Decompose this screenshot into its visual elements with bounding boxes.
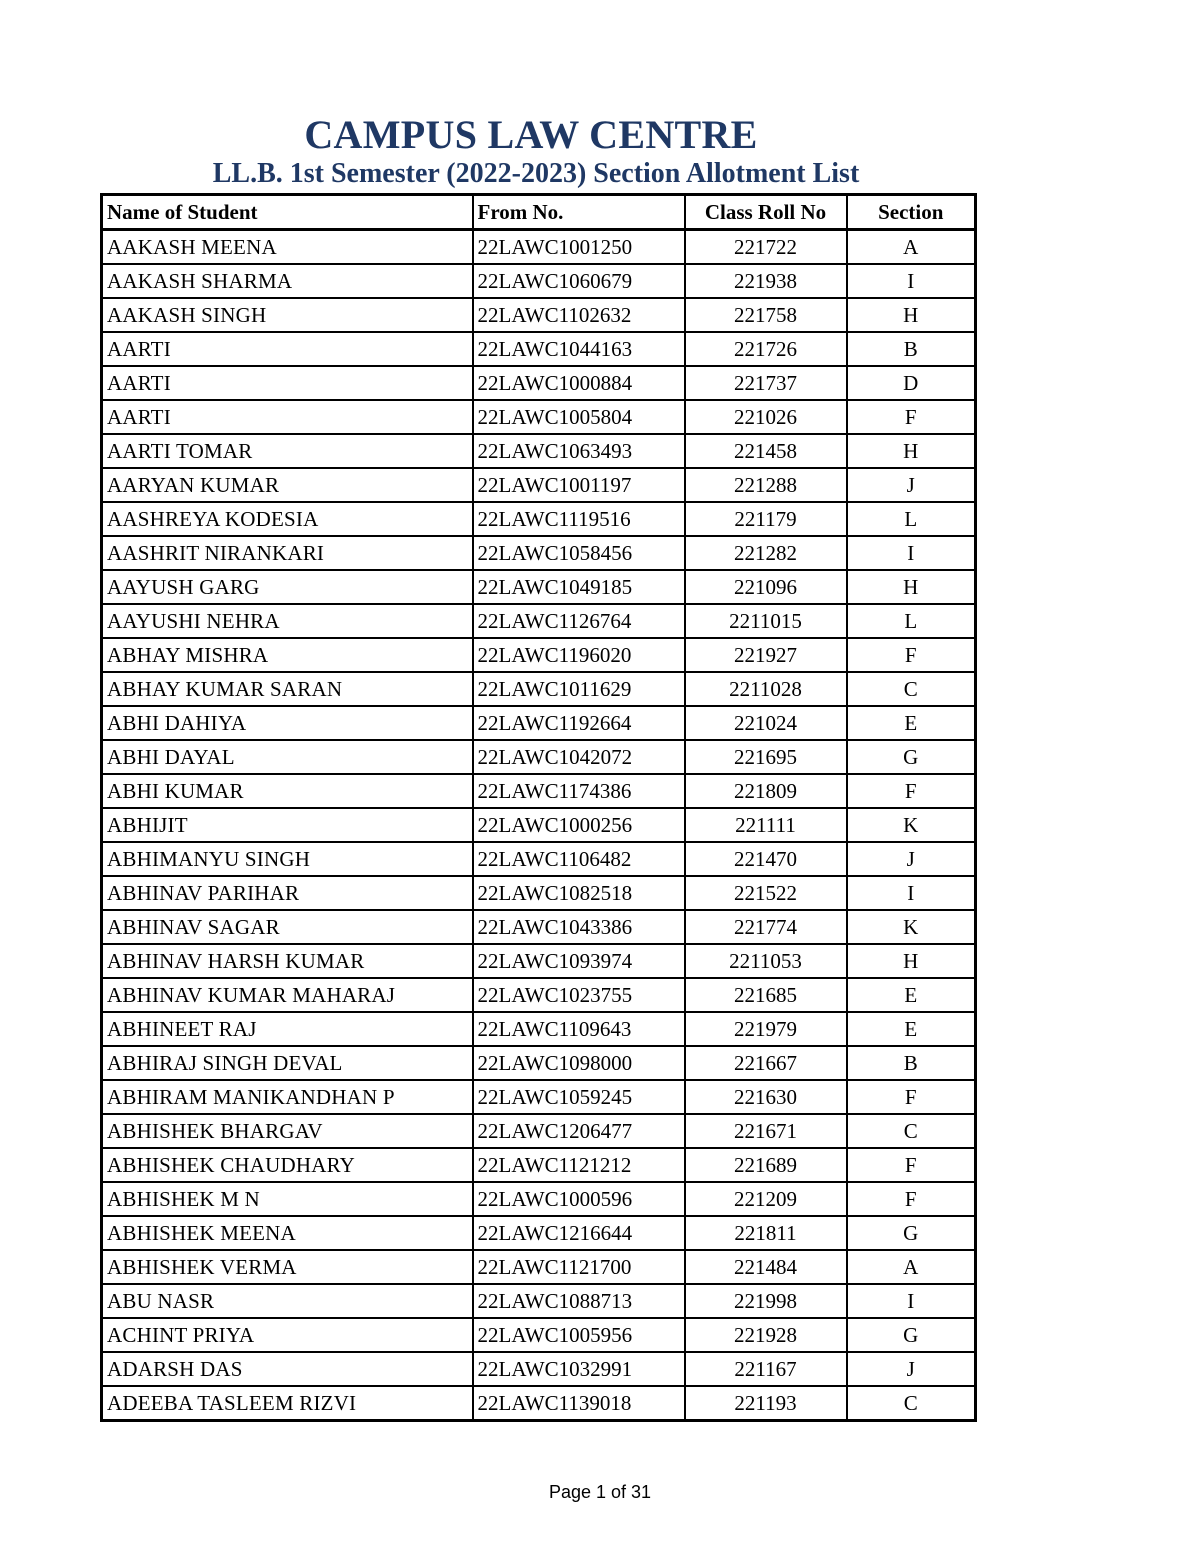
table-header-row bbox=[102, 195, 976, 230]
cell-section: F bbox=[847, 1182, 976, 1216]
column-header-name: Name of Student bbox=[102, 195, 473, 230]
table-row bbox=[102, 230, 976, 265]
cell-form-no: 22LAWC1000596 bbox=[473, 1182, 685, 1216]
cell-student-name: ADEEBA TASLEEM RIZVI bbox=[102, 1386, 473, 1421]
table-row bbox=[102, 876, 976, 910]
cell-class-roll-no: 2211015 bbox=[685, 604, 847, 638]
table-row bbox=[102, 1250, 976, 1284]
cell-form-no: 22LAWC1000884 bbox=[473, 366, 685, 400]
cell-form-no: 22LAWC1119516 bbox=[473, 502, 685, 536]
cell-class-roll-no: 221282 bbox=[685, 536, 847, 570]
table-row bbox=[102, 1046, 976, 1080]
cell-class-roll-no: 221096 bbox=[685, 570, 847, 604]
cell-form-no: 22LAWC1102632 bbox=[473, 298, 685, 332]
cell-form-no: 22LAWC1192664 bbox=[473, 706, 685, 740]
table-row bbox=[102, 910, 976, 944]
cell-form-no: 22LAWC1063493 bbox=[473, 434, 685, 468]
cell-section: C bbox=[847, 1386, 976, 1421]
cell-form-no: 22LAWC1042072 bbox=[473, 740, 685, 774]
table-row bbox=[102, 366, 976, 400]
cell-form-no: 22LAWC1060679 bbox=[473, 264, 685, 298]
cell-form-no: 22LAWC1005956 bbox=[473, 1318, 685, 1352]
cell-form-no: 22LAWC1000256 bbox=[473, 808, 685, 842]
cell-student-name: ABHIJIT bbox=[102, 808, 473, 842]
cell-class-roll-no: 221809 bbox=[685, 774, 847, 808]
cell-class-roll-no: 221938 bbox=[685, 264, 847, 298]
cell-class-roll-no: 221726 bbox=[685, 332, 847, 366]
page-title: CAMPUS LAW CENTRE bbox=[304, 112, 758, 157]
cell-class-roll-no: 221470 bbox=[685, 842, 847, 876]
cell-class-roll-no: 221167 bbox=[685, 1352, 847, 1386]
cell-student-name: ABHINAV HARSH KUMAR bbox=[102, 944, 473, 978]
table-row bbox=[102, 264, 976, 298]
table-row bbox=[102, 944, 976, 978]
cell-student-name: ABHIMANYU SINGH bbox=[102, 842, 473, 876]
cell-section: J bbox=[847, 842, 976, 876]
table-row bbox=[102, 1080, 976, 1114]
cell-class-roll-no: 221774 bbox=[685, 910, 847, 944]
cell-class-roll-no: 2211028 bbox=[685, 672, 847, 706]
cell-student-name: AARTI TOMAR bbox=[102, 434, 473, 468]
cell-section: I bbox=[847, 1284, 976, 1318]
cell-section: A bbox=[847, 1250, 976, 1284]
cell-section: D bbox=[847, 366, 976, 400]
cell-section: F bbox=[847, 1080, 976, 1114]
cell-student-name: AAKASH SHARMA bbox=[102, 264, 473, 298]
cell-student-name: ADARSH DAS bbox=[102, 1352, 473, 1386]
cell-student-name: ABHAY MISHRA bbox=[102, 638, 473, 672]
cell-class-roll-no: 221671 bbox=[685, 1114, 847, 1148]
cell-section: F bbox=[847, 774, 976, 808]
table-row bbox=[102, 536, 976, 570]
cell-section: H bbox=[847, 434, 976, 468]
column-header-section: Section bbox=[847, 195, 976, 230]
cell-student-name: ACHINT PRIYA bbox=[102, 1318, 473, 1352]
cell-section: I bbox=[847, 536, 976, 570]
cell-student-name: AARYAN KUMAR bbox=[102, 468, 473, 502]
cell-class-roll-no: 221024 bbox=[685, 706, 847, 740]
table-row bbox=[102, 1352, 976, 1386]
cell-section: K bbox=[847, 808, 976, 842]
table-row bbox=[102, 978, 976, 1012]
cell-section: I bbox=[847, 264, 976, 298]
cell-student-name: AARTI bbox=[102, 332, 473, 366]
cell-class-roll-no: 221026 bbox=[685, 400, 847, 434]
table-row bbox=[102, 1216, 976, 1250]
cell-section: C bbox=[847, 672, 976, 706]
cell-class-roll-no: 221458 bbox=[685, 434, 847, 468]
cell-class-roll-no: 221288 bbox=[685, 468, 847, 502]
cell-section: J bbox=[847, 468, 976, 502]
cell-student-name: ABHAY KUMAR SARAN bbox=[102, 672, 473, 706]
cell-section: H bbox=[847, 944, 976, 978]
allotment-table bbox=[100, 193, 977, 1422]
table-row bbox=[102, 774, 976, 808]
cell-section: G bbox=[847, 1216, 976, 1250]
cell-form-no: 22LAWC1005804 bbox=[473, 400, 685, 434]
cell-section: G bbox=[847, 1318, 976, 1352]
table-row bbox=[102, 604, 976, 638]
table-row bbox=[102, 842, 976, 876]
cell-student-name: AARTI bbox=[102, 366, 473, 400]
cell-class-roll-no: 221998 bbox=[685, 1284, 847, 1318]
cell-form-no: 22LAWC1011629 bbox=[473, 672, 685, 706]
cell-form-no: 22LAWC1049185 bbox=[473, 570, 685, 604]
cell-class-roll-no: 221722 bbox=[685, 230, 847, 265]
cell-form-no: 22LAWC1139018 bbox=[473, 1386, 685, 1421]
table-row bbox=[102, 638, 976, 672]
column-header-class-roll-no: Class Roll No bbox=[685, 195, 847, 230]
cell-class-roll-no: 221689 bbox=[685, 1148, 847, 1182]
table-row bbox=[102, 400, 976, 434]
table-row bbox=[102, 570, 976, 604]
cell-class-roll-no: 221193 bbox=[685, 1386, 847, 1421]
column-header-form-no: From No. bbox=[473, 195, 685, 230]
cell-student-name: ABHIRAJ SINGH DEVAL bbox=[102, 1046, 473, 1080]
cell-class-roll-no: 221979 bbox=[685, 1012, 847, 1046]
cell-student-name: AAYUSHI NEHRA bbox=[102, 604, 473, 638]
table-row bbox=[102, 332, 976, 366]
table-row bbox=[102, 502, 976, 536]
cell-student-name: AARTI bbox=[102, 400, 473, 434]
table-row bbox=[102, 1386, 976, 1421]
table-row bbox=[102, 1284, 976, 1318]
cell-class-roll-no: 221685 bbox=[685, 978, 847, 1012]
cell-student-name: ABHISHEK VERMA bbox=[102, 1250, 473, 1284]
cell-student-name: ABHINAV PARIHAR bbox=[102, 876, 473, 910]
cell-form-no: 22LAWC1174386 bbox=[473, 774, 685, 808]
cell-form-no: 22LAWC1023755 bbox=[473, 978, 685, 1012]
cell-section: I bbox=[847, 876, 976, 910]
cell-section: J bbox=[847, 1352, 976, 1386]
cell-form-no: 22LAWC1126764 bbox=[473, 604, 685, 638]
cell-section: F bbox=[847, 1148, 976, 1182]
cell-student-name: ABHINEET RAJ bbox=[102, 1012, 473, 1046]
table-row bbox=[102, 1148, 976, 1182]
table-row bbox=[102, 706, 976, 740]
cell-section: F bbox=[847, 400, 976, 434]
cell-student-name: AAKASH SINGH bbox=[102, 298, 473, 332]
cell-class-roll-no: 221667 bbox=[685, 1046, 847, 1080]
cell-section: G bbox=[847, 740, 976, 774]
cell-class-roll-no: 221737 bbox=[685, 366, 847, 400]
cell-class-roll-no: 221927 bbox=[685, 638, 847, 672]
table-row bbox=[102, 808, 976, 842]
cell-student-name: ABU NASR bbox=[102, 1284, 473, 1318]
cell-class-roll-no: 221179 bbox=[685, 502, 847, 536]
cell-class-roll-no: 221695 bbox=[685, 740, 847, 774]
table-row bbox=[102, 298, 976, 332]
cell-form-no: 22LAWC1109643 bbox=[473, 1012, 685, 1046]
cell-student-name: ABHI KUMAR bbox=[102, 774, 473, 808]
cell-form-no: 22LAWC1043386 bbox=[473, 910, 685, 944]
cell-form-no: 22LAWC1121700 bbox=[473, 1250, 685, 1284]
cell-student-name: AAKASH MEENA bbox=[102, 230, 473, 265]
cell-form-no: 22LAWC1093974 bbox=[473, 944, 685, 978]
cell-section: C bbox=[847, 1114, 976, 1148]
cell-section: L bbox=[847, 502, 976, 536]
cell-student-name: ABHI DAHIYA bbox=[102, 706, 473, 740]
table-row bbox=[102, 434, 976, 468]
cell-form-no: 22LAWC1082518 bbox=[473, 876, 685, 910]
cell-class-roll-no: 221811 bbox=[685, 1216, 847, 1250]
table-row bbox=[102, 468, 976, 502]
table-body bbox=[102, 230, 976, 1421]
cell-class-roll-no: 221484 bbox=[685, 1250, 847, 1284]
table-row bbox=[102, 1012, 976, 1046]
cell-student-name: AASHREYA KODESIA bbox=[102, 502, 473, 536]
cell-section: H bbox=[847, 570, 976, 604]
cell-class-roll-no: 221758 bbox=[685, 298, 847, 332]
cell-student-name: ABHINAV KUMAR MAHARAJ bbox=[102, 978, 473, 1012]
cell-class-roll-no: 2211053 bbox=[685, 944, 847, 978]
cell-form-no: 22LAWC1121212 bbox=[473, 1148, 685, 1182]
cell-form-no: 22LAWC1106482 bbox=[473, 842, 685, 876]
cell-section: E bbox=[847, 1012, 976, 1046]
cell-section: E bbox=[847, 706, 976, 740]
table-row bbox=[102, 1182, 976, 1216]
page-number: Page 1 of 31 bbox=[548, 1482, 652, 1502]
cell-student-name: ABHISHEK M N bbox=[102, 1182, 473, 1216]
cell-student-name: ABHISHEK MEENA bbox=[102, 1216, 473, 1250]
cell-form-no: 22LAWC1032991 bbox=[473, 1352, 685, 1386]
cell-form-no: 22LAWC1058456 bbox=[473, 536, 685, 570]
cell-class-roll-no: 221111 bbox=[685, 808, 847, 842]
cell-student-name: ABHI DAYAL bbox=[102, 740, 473, 774]
cell-class-roll-no: 221928 bbox=[685, 1318, 847, 1352]
cell-form-no: 22LAWC1098000 bbox=[473, 1046, 685, 1080]
cell-class-roll-no: 221630 bbox=[685, 1080, 847, 1114]
cell-student-name: ABHISHEK CHAUDHARY bbox=[102, 1148, 473, 1182]
cell-student-name: ABHIRAM MANIKANDHAN P bbox=[102, 1080, 473, 1114]
cell-section: H bbox=[847, 298, 976, 332]
cell-section: A bbox=[847, 230, 976, 265]
cell-student-name: ABHINAV SAGAR bbox=[102, 910, 473, 944]
cell-section: E bbox=[847, 978, 976, 1012]
cell-form-no: 22LAWC1206477 bbox=[473, 1114, 685, 1148]
cell-section: L bbox=[847, 604, 976, 638]
cell-section: F bbox=[847, 638, 976, 672]
table-row bbox=[102, 1318, 976, 1352]
cell-form-no: 22LAWC1059245 bbox=[473, 1080, 685, 1114]
cell-student-name: AAYUSH GARG bbox=[102, 570, 473, 604]
page-subtitle: LL.B. 1st Semester (2022-2023) Section Allotment List bbox=[212, 158, 860, 189]
cell-section: B bbox=[847, 1046, 976, 1080]
cell-student-name: AASHRIT NIRANKARI bbox=[102, 536, 473, 570]
cell-section: K bbox=[847, 910, 976, 944]
cell-form-no: 22LAWC1088713 bbox=[473, 1284, 685, 1318]
table-row bbox=[102, 1114, 976, 1148]
cell-student-name: ABHISHEK BHARGAV bbox=[102, 1114, 473, 1148]
cell-form-no: 22LAWC1044163 bbox=[473, 332, 685, 366]
cell-section: B bbox=[847, 332, 976, 366]
table-row bbox=[102, 740, 976, 774]
cell-form-no: 22LAWC1196020 bbox=[473, 638, 685, 672]
cell-form-no: 22LAWC1001197 bbox=[473, 468, 685, 502]
cell-class-roll-no: 221209 bbox=[685, 1182, 847, 1216]
cell-form-no: 22LAWC1001250 bbox=[473, 230, 685, 265]
cell-class-roll-no: 221522 bbox=[685, 876, 847, 910]
cell-form-no: 22LAWC1216644 bbox=[473, 1216, 685, 1250]
table-row bbox=[102, 672, 976, 706]
